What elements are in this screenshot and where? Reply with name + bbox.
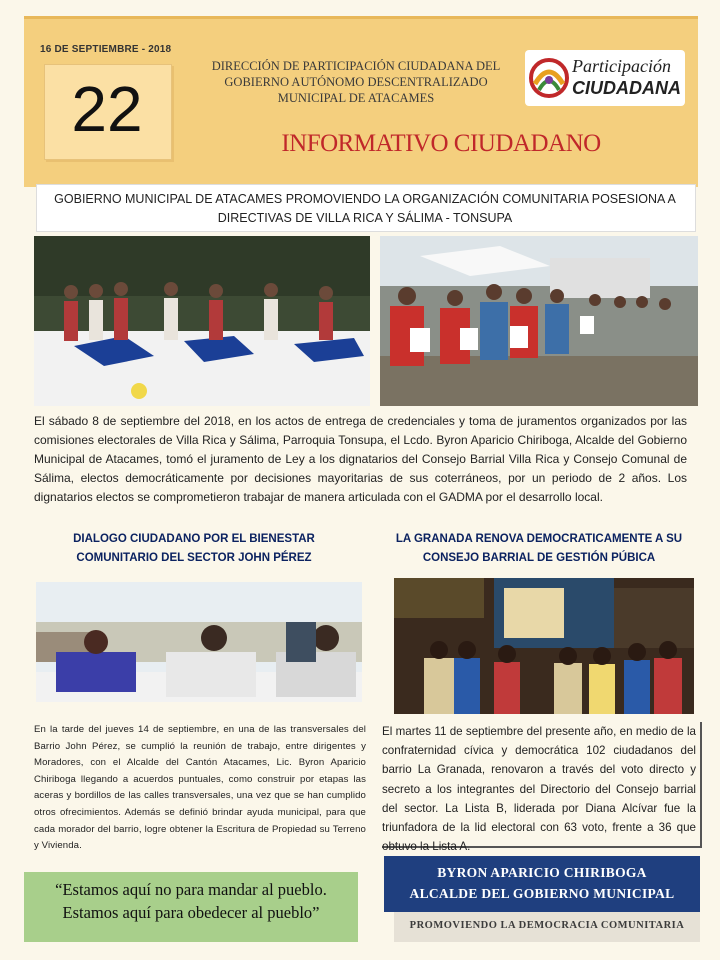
quote-line: Estamos aquí para obedecer al pueblo” bbox=[62, 903, 320, 922]
logo-text-ciudadana: CIUDADANA bbox=[572, 78, 681, 98]
mayor-line: BYRON APARICIO CHIRIBOGA bbox=[437, 865, 647, 880]
photo-john-perez-meeting bbox=[36, 582, 362, 702]
mayor-name bbox=[384, 862, 700, 904]
section2-headline-line: COMUNITARIO DEL SECTOR JOHN PÉREZ bbox=[76, 552, 312, 564]
agency-line: DIRECCIÓN DE PARTICIPACIÓN CIUDADANA DEL bbox=[211, 59, 501, 73]
mayor-line: ALCALDE DEL GOBIERNO MUNICIPAL bbox=[409, 886, 675, 901]
section2-headline-line: DIALOGO CIUDADANO POR EL BIENESTAR bbox=[73, 533, 315, 545]
section3-headline-line: LA GRANADA RENOVA DEMOCRATICAMENTE A SU bbox=[395, 533, 683, 545]
quote-line: “Estamos aquí no para mandar al pueblo. bbox=[55, 880, 327, 899]
photo-la-granada-assembly bbox=[394, 578, 694, 714]
slogan-text: PROMOVIENDO LA DEMOCRACIA COMUNITARIA bbox=[409, 920, 685, 931]
issue-date: 16 DE SEPTIEMBRE - 2018 bbox=[40, 44, 172, 55]
section3-body: El martes 11 de septiembre del presente año, en medio de la confraternidad cívica y democrática 102 ciudadanos del barrio La Granada, renovaron a través del voto directo y secreto a los integrantes del Directorio del Consejo barrial del sector. La Lista B, liderada por Diana Alcívar fue la triunfadora de la lid electoral con 63 voto, frente a 36 que obtuvo la Lista A. bbox=[382, 722, 702, 848]
section3-headline bbox=[384, 530, 694, 568]
section1-body: El sábado 8 de septiembre del 2018, en los actos de entrega de credenciales y toma de juramentos organizados por las comisiones electorales de Villa Rica y Sálima, Parroquia Tonsupa, el Lcdo. Byron Aparicio Chiriboga, Alcalde del Gobierno Municipal de Atacames, tomó el juramento de Ley a los dignatarios del Consejo Barrial Villa Rica y Consejo Comunal de Sálima, electos democráticamente por decisiones mayoritarias de sus coterráneos, por un periodo de 2 años. Los dignatarios electos se comprometieron trabajar de manera articulada con el GADMA por el desarrollo local. bbox=[34, 414, 687, 504]
photo-villa-rica-oath bbox=[34, 236, 370, 406]
logo-text-participacion: Participación bbox=[572, 56, 671, 76]
section1-headline: GOBIERNO MUNICIPAL DE ATACAMES PROMOVIENDO LA ORGANIZACIÓN COMUNITARIA POSESIONA A DIRECTIVAS DE VILLA RICA Y SÁLIMA - TONSUPA bbox=[54, 192, 676, 225]
section3-headline-line: CONSEJO BARRIAL DE GESTIÓN PÚBICA bbox=[422, 552, 656, 564]
agency-line: GOBIERNO AUTÓNOMO DESCENTRALIZADO bbox=[224, 75, 488, 89]
section2-headline bbox=[44, 530, 344, 568]
photo-salima-oath bbox=[380, 236, 698, 406]
quote-text bbox=[24, 878, 358, 924]
section2-body: En la tarde del jueves 14 de septiembre, en una de las transversales del Barrio John Pérez, se cumplió la reunión de trabajo, entre dirigentes y Moradores, con el Alcalde del Cantón Atacames, Lic. Byron Aparicio Chiriboga llegando a acuerdos puntuales, como construir por etapas las aceras y bordillos de las calles transversales, una vez que se han cumplido otros ofrecimientos. Además se definió brindar ayuda municipal, para que cada morador del barrio, logre obtener la Escritura de Propiedad su Terreno y Vivienda. bbox=[34, 724, 366, 852]
issue-number: 22 bbox=[71, 73, 143, 145]
agency-line: MUNICIPAL DE ATACAMES bbox=[277, 91, 435, 105]
hands-logo-icon bbox=[525, 50, 573, 106]
agency-name bbox=[196, 58, 516, 106]
newsletter-title: INFORMATIVO CIUDADANO bbox=[281, 130, 601, 157]
